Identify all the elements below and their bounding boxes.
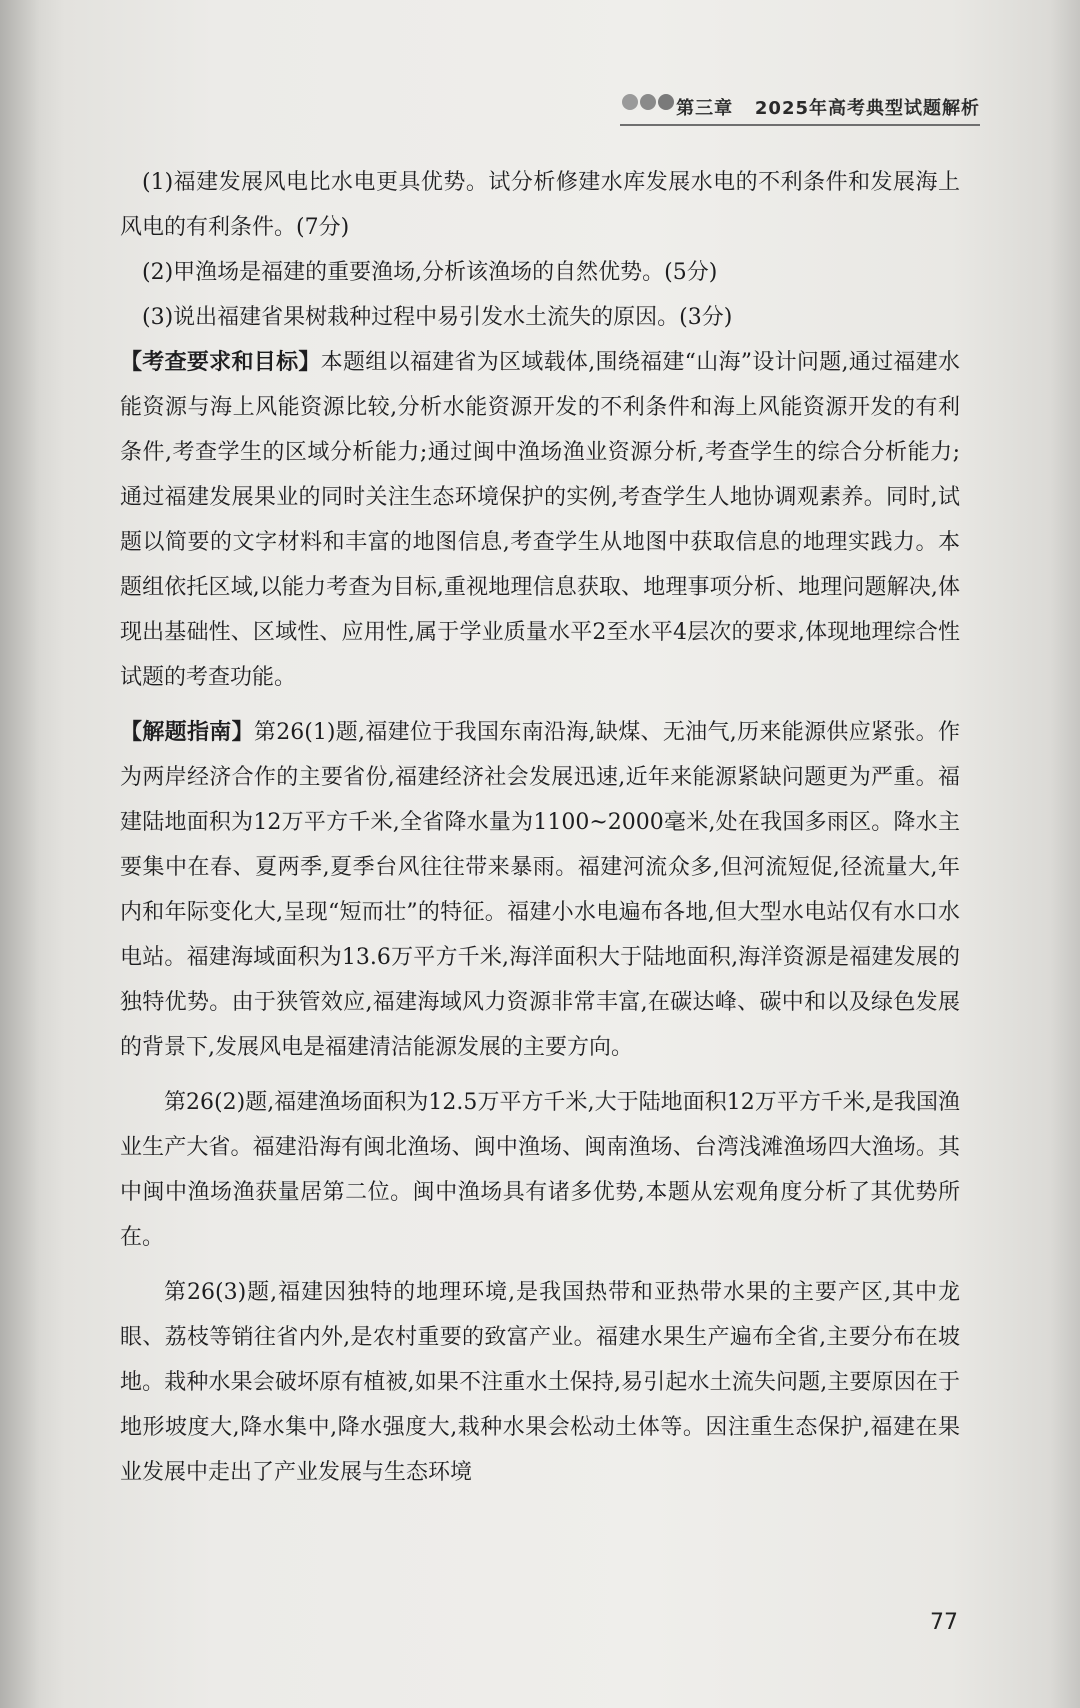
page-content bbox=[120, 160, 960, 1495]
page-gutter-shadow bbox=[0, 0, 40, 1708]
guide-paragraph-2: 第26(2)题,福建渔场面积为12.5万平方千米,大于陆地面积12万平方千米,是我国渔业生产大省。福建沿海有闽北渔场、闽中渔场、闽南渔场、台湾浅滩渔场四大渔场。其中闽中渔场渔获量居第二位。闽中渔场具有诸多优势,本题从宏观角度分析了其优势所在。 bbox=[120, 1090, 960, 1250]
running-header bbox=[620, 88, 980, 126]
header-chapter: 第三章 bbox=[676, 98, 734, 119]
header-title: 2025年高考典型试题解析 bbox=[754, 98, 980, 119]
page-number: 77 bbox=[930, 1610, 958, 1635]
guide-text-1: 第26(1)题,福建位于我国东南沿海,缺煤、无油气,历来能源供应紧张。作为两岸经济合作的主要省份,福建经济社会发展迅速,近年来能源紧缺问题更为严重。福建陆地面积为12万平方千米,全省降水量为1100~2000毫米,处在我国多雨区。降水主要集中在春、夏两季,夏季台风往往带来暴雨。福建河流众多,但河流短促,径流量大,年内和年际变化大,呈现“短而壮”的特征。福建小水电遍布各地,但大型水电站仅有水口水电站。福建海域面积为13.6万平方千米,海洋面积大于陆地面积,海洋资源是福建发展的独特优势。由于狭管效应,福建海域风力资源非常丰富,在碳达峰、碳中和以及绿色发展的背景下,发展风电是福建清洁能源发展的主要方向。 bbox=[120, 720, 960, 1060]
question-3: (3)说出福建省果树栽种过程中易引发水土流失的原因。(3分) bbox=[142, 305, 733, 330]
requirement-tag: 【考查要求和目标】 bbox=[120, 349, 321, 375]
requirement-text: 本题组以福建省为区域载体,围绕福建“山海”设计问题,通过福建水能资源与海上风能资源比较,分析水能资源开发的不利条件和海上风能资源开发的有利条件,考查学生的区域分析能力;通过闽中渔场渔业资源分析,考查学生的综合分析能力;通过福建发展果业的同时关注生态环境保护的实例,考查学生人地协调观素养。同时,试题以简要的文字材料和丰富的地图信息,考查学生从地图中获取信息的地理实践力。本题组依托区域,以能力考查为目标,重视地理信息获取、地理事项分析、地理问题解决,体现出基础性、区域性、应用性,属于学业质量水平2至水平4层次的要求,体现地理综合性试题的考查功能。 bbox=[120, 350, 960, 690]
header-text bbox=[676, 94, 980, 120]
header-decoration-icon bbox=[620, 90, 680, 114]
guide-tag: 【解题指南】 bbox=[120, 719, 254, 745]
question-1: (1)福建发展风电比水电更具优势。试分析修建水库发展水电的不利条件和发展海上风电的有利条件。(7分) bbox=[120, 170, 960, 240]
question-2: (2)甲渔场是福建的重要渔场,分析该渔场的自然优势。(5分) bbox=[142, 260, 718, 285]
requirement-paragraph bbox=[120, 340, 960, 700]
page-edge-shadow bbox=[1050, 0, 1080, 1708]
guide-paragraph-3: 第26(3)题,福建因独特的地理环境,是我国热带和亚热带水果的主要产区,其中龙眼、荔枝等销往省内外,是农村重要的致富产业。福建水果生产遍布全省,主要分布在坡地。栽种水果会破坏原有植被,如果不注重水土保持,易引起水土流失问题,主要原因在于地形坡度大,降水集中,降水强度大,栽种水果会松动土体等。因注重生态保护,福建在果业发展中走出了产业发展与生态环境 bbox=[120, 1280, 960, 1485]
guide-paragraph-1 bbox=[120, 710, 960, 1070]
